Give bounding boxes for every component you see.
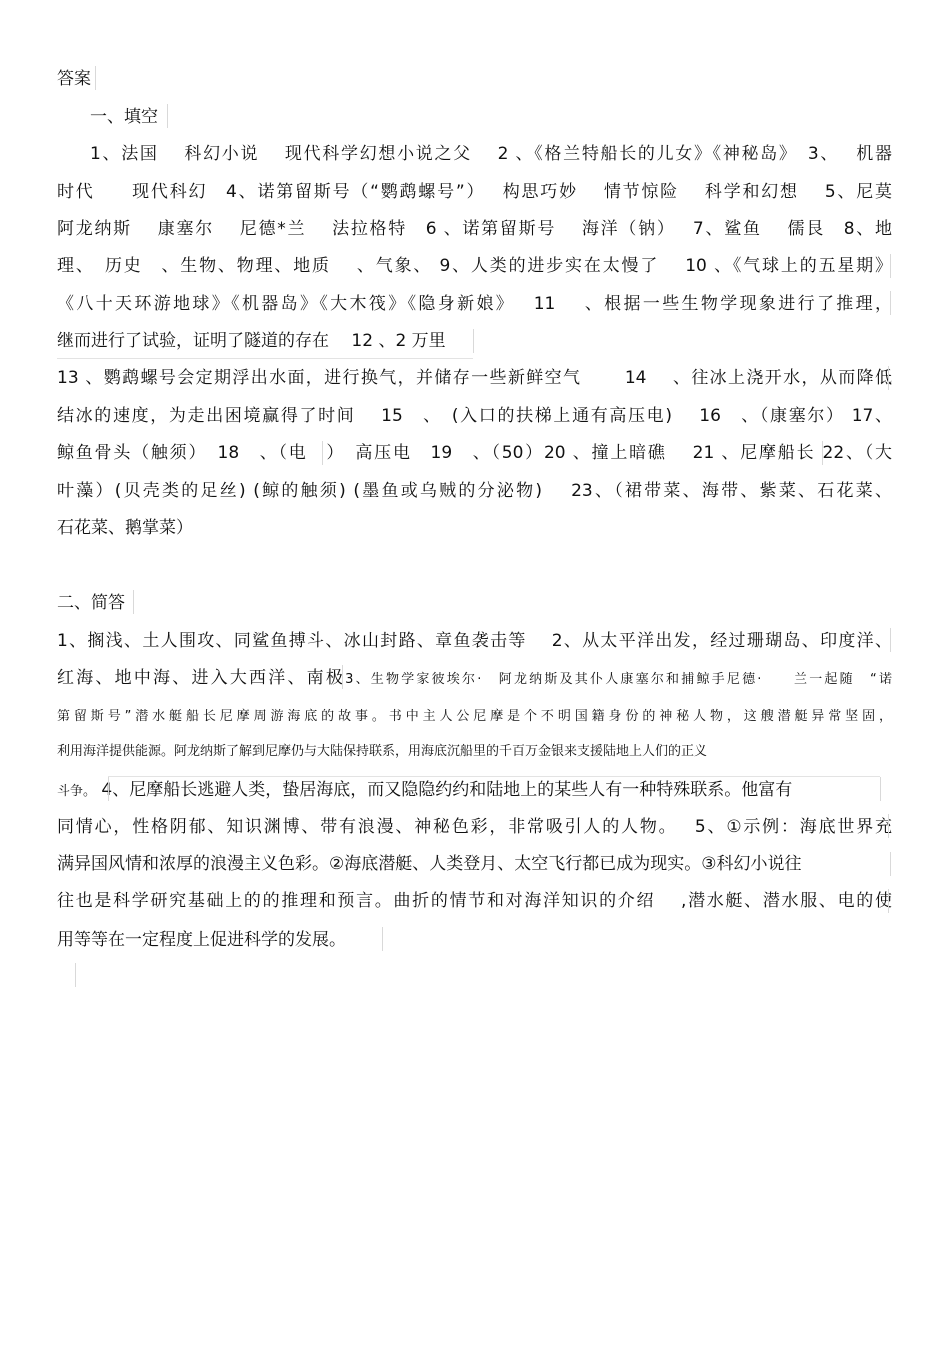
scan-artifact-line xyxy=(880,777,881,801)
fill-answer-line-6: 继而进行了试验，证明了隧道的存在 12 、2 万里 xyxy=(57,331,446,351)
fill-answer-line-4: 理、 历史 、生物、物理、地质 、气象、 9、人类的进步实在太慢了 10 、《气球上的五星期》 xyxy=(57,256,892,276)
fill-answer-line-3: 阿龙纳斯 康塞尔 尼德*兰 法拉格特 6 、诺第留斯号 海洋（钠） 7、鲨鱼 儒艮 8、地 xyxy=(57,219,892,239)
fill-answer-line-1: 1、法国 科幻小说 现代科学幻想小说之父 2 、《格兰特船长的儿女》《神秘岛》 3、 机器 xyxy=(90,144,892,164)
scan-artifact-line xyxy=(888,814,889,838)
short-answer-line-5-small: 斗争。 xyxy=(57,784,97,799)
fill-answer-line-8: 结冰的速度，为走出困境赢得了时间 15 、 (入口的扶梯上通有高压电) 16 、（康塞尔） 17、 xyxy=(57,406,892,426)
section-heading-fill-in: 一、填空 xyxy=(90,107,158,127)
short-answer-line-2-small: 3、生物学家彼埃尔· 阿龙纳斯及其仆人康塞尔和捕鲸手尼德· 兰一起随 “诺 xyxy=(345,672,892,687)
scan-artifact-line xyxy=(95,66,96,90)
scan-artifact-line xyxy=(822,441,823,465)
scan-artifact-line xyxy=(890,628,891,652)
short-answer-line-2-main: 红海、地中海、进入大西洋、南极 xyxy=(57,668,346,688)
section-heading-short-answer: 二、简答 xyxy=(57,593,125,613)
fill-answer-line-10: 叶藻）(贝壳类的足丝) (鲸的触须) (墨鱼或乌贼的分泌物) 23、（裙带菜、海带、紫菜、石花菜、 xyxy=(57,481,892,501)
scan-artifact-line xyxy=(473,329,474,353)
scan-artifact-line xyxy=(382,927,383,951)
scan-artifact-line xyxy=(133,590,134,614)
fill-answer-line-2: 时代 现代科幻 4、诺第留斯号（“鹦鹉螺号”） 构思巧妙 情节惊险 科学和幻想 5、尼莫 xyxy=(57,182,892,202)
scan-artifact-line xyxy=(322,441,323,465)
short-answer-line-6: 同情心，性格阴郁、知识渊博、带有浪漫、神秘色彩，非常吸引人的人物。 5、①示例：海底世界充 xyxy=(57,817,892,837)
scan-artifact-line xyxy=(890,852,891,876)
short-answer-line-3: 第留斯号”潜水艇船长尼摩周游海底的故事。书中主人公尼摩是个不明国籍身份的神秘人物，这艘潜艇异常坚固， xyxy=(57,709,892,724)
scan-artifact-line xyxy=(890,254,891,278)
scan-artifact-line xyxy=(342,665,343,689)
fill-answer-line-9: 鲸鱼骨头（触须） 18 、（电 ） 高压电 19 、（50）20 、撞上暗礁 21 、尼摩船长 22、（大 xyxy=(57,443,892,463)
short-answer-line-8: 往也是科学研究基础上的的推理和预言。曲折的情节和对海洋知识的介绍 ,潜水艇、潜水服、电的使 xyxy=(57,891,892,911)
short-answer-line-1: 1、搁浅、土人围攻、同鲨鱼搏斗、冰山封路、章鱼袭击等 2、从太平洋出发，经过珊瑚岛、印度洋、 xyxy=(57,631,892,651)
scan-artifact-line xyxy=(167,104,168,128)
short-answer-line-5 xyxy=(57,779,892,803)
page-title: 答案 xyxy=(57,69,91,89)
short-answer-line-5-main: 4、尼摩船长逃避人类，蛰居海底，而又隐隐约约和陆地上的某些人有一种特殊联系。他富有 xyxy=(96,780,793,800)
fill-answer-line-5: 《八十天环游地球》《机器岛》《大木筏》《隐身新娘》 11 、根据一些生物学现象进行了推理， xyxy=(57,294,892,314)
short-answer-line-2 xyxy=(57,667,892,691)
scan-artifact-line xyxy=(888,366,889,390)
scan-artifact-line xyxy=(890,291,891,315)
scan-artifact-line xyxy=(57,358,473,359)
scan-artifact-line xyxy=(888,889,889,913)
scan-artifact-line xyxy=(108,776,880,777)
fill-answer-line-7: 13 、鹦鹉螺号会定期浮出水面，进行换气，并储存一些新鲜空气 14 、往冰上浇开水，从而降低 xyxy=(57,368,892,388)
short-answer-line-9: 用等等在一定程度上促进科学的发展。 xyxy=(57,930,346,950)
short-answer-line-7: 满异国风情和浓厚的浪漫主义色彩。②海底潜艇、人类登月、太空飞行都已成为现实。③科幻小说往 xyxy=(57,854,802,874)
short-answer-line-4: 利用海洋提供能源。阿龙纳斯了解到尼摩仍与大陆保持联系，用海底沉船里的千百万金银来支援陆地上人们的正义 xyxy=(57,744,708,759)
fill-answer-line-11: 石花菜、鹅掌菜） xyxy=(57,518,193,538)
scan-artifact-line xyxy=(75,963,76,987)
scan-artifact-line xyxy=(108,777,109,801)
